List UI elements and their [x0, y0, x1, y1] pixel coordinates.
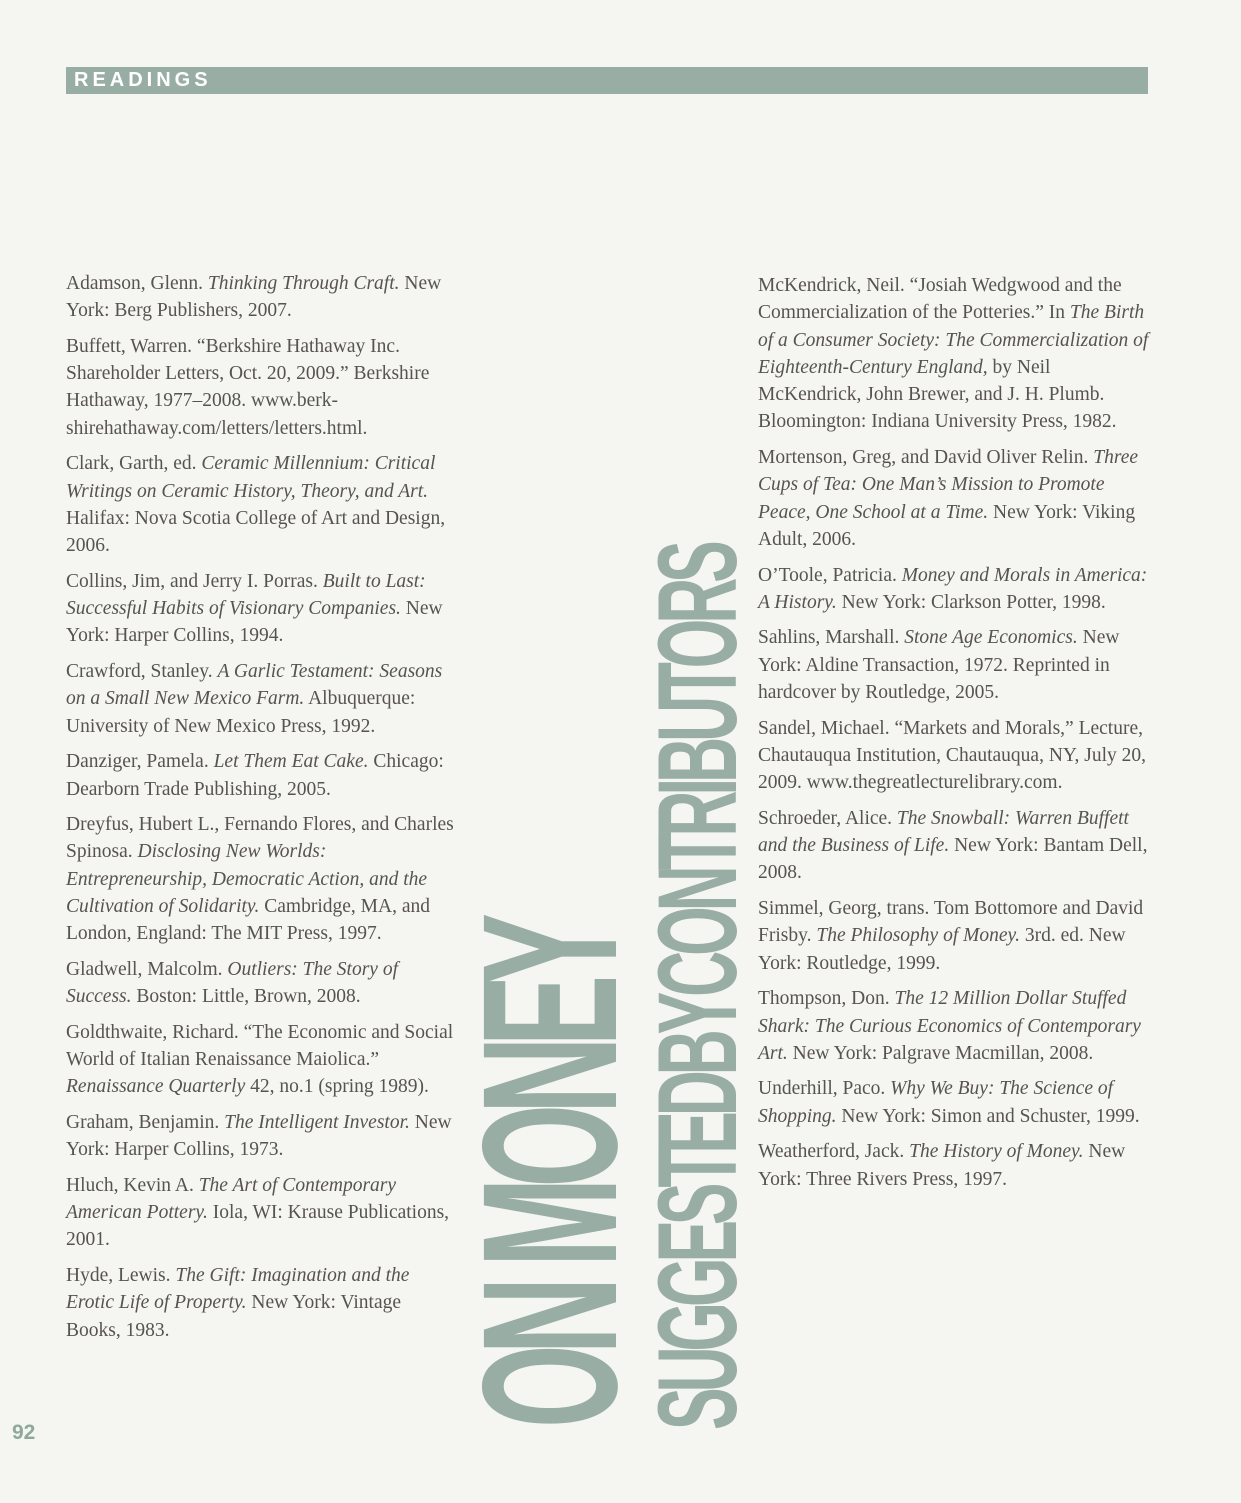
reading-entry: O’Toole, Patricia. Money and Morals in America: A History. New York: Clarkson Potter, 1998.	[758, 564, 1148, 613]
reading-entry: Simmel, Georg, trans. Tom Bottomore and David Frisby. The Philosophy of Money. 3rd. ed. New York: Routledge, 1999.	[758, 898, 1144, 974]
reading-entry: Dreyfus, Hubert L., Fernando Flores, and Charles Spinosa. Disclosing New Worlds: Entrepreneurship, Democratic Action, and the Cultivation of Solidarity. Cambridge, MA, and London, England: The MIT Press, 1997.	[66, 814, 454, 945]
reading-list-left-column	[66, 270, 458, 1352]
reading-entry: Collins, Jim, and Jerry I. Porras. Built to Last: Successful Habits of Visionary Companies. New York: Harper Collins, 1994.	[66, 570, 443, 647]
reading-entry: Adamson, Glenn. Thinking Through Craft. New York: Berg Publishers, 2007.	[66, 273, 442, 322]
reading-entry: McKendrick, Neil. “Josiah Wedgwood and the Commercialization of the Potteries.” In The Birth of a Consumer Society: The Commercialization of Eighteenth-Century England, by Neil McKendrick, John Brewer, and J. H. Plumb. Bloomington: Indiana University Press, 1982.	[758, 275, 1149, 433]
reading-entry: Danziger, Pamela. Let Them Eat Cake. Chicago: Dearborn Trade Publishing, 2005.	[66, 751, 444, 800]
reading-entry: Schroeder, Alice. The Snowball: Warren Buffett and the Business of Life. New York: Bantam Dell, 2008.	[758, 807, 1148, 884]
reading-entry: Hyde, Lewis. The Gift: Imagination and the Erotic Life of Property. New York: Vintage Books, 1983.	[66, 1265, 410, 1341]
page-number: 92	[12, 1421, 36, 1444]
section-header-bar	[66, 67, 1148, 94]
reading-entry: Thompson, Don. The 12 Million Dollar Stuffed Shark: The Curious Economics of Contemporary Art. New York: Palgrave Macmillan, 2008.	[758, 988, 1141, 1064]
reading-entry: Goldthwaite, Richard. “The Economic and Social World of Italian Renaissance Maiolica.” Renaissance Quarterly 42, no.1 (spring 1989).	[66, 1021, 454, 1098]
vertical-title-sub: SUGGESTEDBYCONTRIBUTORS	[635, 545, 760, 1430]
reading-entry: Weatherford, Jack. The History of Money. New York: Three Rivers Press, 1997.	[758, 1141, 1126, 1190]
reading-entry: Sahlins, Marshall. Stone Age Economics. New York: Aldine Transaction, 1972. Reprinted in hardcover by Routledge, 2005.	[758, 627, 1120, 704]
reading-entry: Clark, Garth, ed. Ceramic Millennium: Critical Writings on Ceramic History, Theory, and Art. Halifax: Nova Scotia College of Art and Design, 2006.	[66, 453, 446, 557]
reading-entry: Buffett, Warren. “Berkshire Hathaway Inc. Shareholder Letters, Oct. 20, 2009.” Berkshire Hathaway, 1977–2008. www.berkshirehathaway.com/letters/letters.html.	[66, 335, 430, 439]
reading-entry: Crawford, Stanley. A Garlic Testament: Seasons on a Small New Mexico Farm. Albuquerque: University of New Mexico Press, 1992.	[66, 661, 443, 737]
reading-entry: Hluch, Kevin A. The Art of Contemporary American Pottery. Iola, WI: Krause Publications, 2001.	[66, 1174, 450, 1251]
reading-entry: Graham, Benjamin. The Intelligent Investor. New York: Harper Collins, 1973.	[66, 1111, 452, 1161]
reading-entry: Underhill, Paco. Why We Buy: The Science of Shopping. New York: Simon and Schuster, 1999.	[758, 1078, 1140, 1127]
reading-entry: Mortenson, Greg, and David Oliver Relin. Three Cups of Tea: One Man’s Mission to Promote Peace, One School at a Time. New York: Viking Adult, 2006.	[758, 447, 1139, 550]
reading-list-right-column	[758, 272, 1150, 1201]
section-header-label: READINGS	[74, 69, 212, 91]
reading-entry: Gladwell, Malcolm. Outliers: The Story of Success. Boston: Little, Brown, 2008.	[66, 958, 399, 1008]
vertical-title-main: ON MONEY	[442, 923, 657, 1428]
reading-entry: Sandel, Michael. “Markets and Morals,” Lecture, Chautauqua Institution, Chautauqua, NY, July 20, 2009. www.thegreatlecturelibrary.com.	[758, 717, 1146, 794]
